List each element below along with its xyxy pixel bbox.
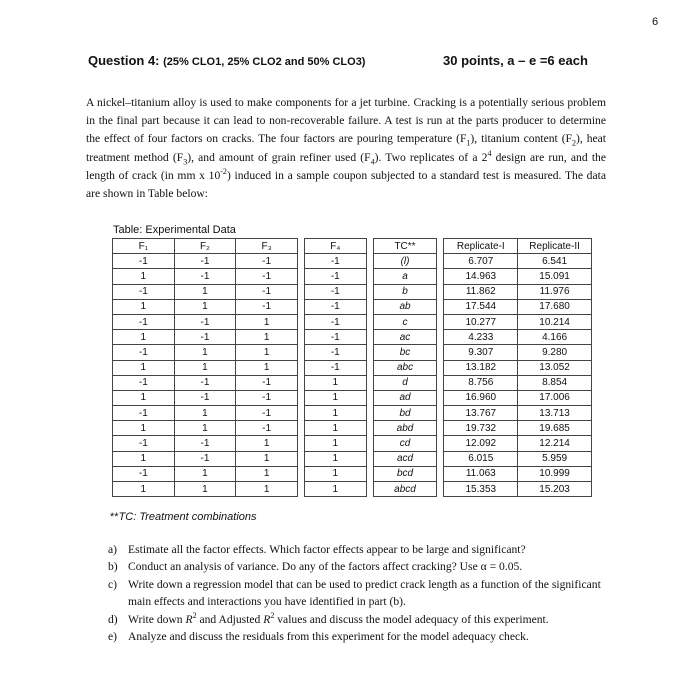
cell-f4: 1 [304, 451, 366, 466]
column-gap [366, 436, 373, 451]
cell-treatment: bc [373, 345, 437, 360]
cell-replicate-2: 10.999 [518, 466, 592, 481]
column-gap [366, 466, 373, 481]
column-gap [437, 314, 444, 329]
column-gap [437, 406, 444, 421]
cell-f1: -1 [113, 345, 175, 360]
column-gap [437, 375, 444, 390]
cell-f4: -1 [304, 345, 366, 360]
cell-f2: -1 [174, 330, 236, 345]
cell-f4: -1 [304, 299, 366, 314]
cell-f1: 1 [113, 330, 175, 345]
cell-treatment: b [373, 284, 437, 299]
cell-replicate-1: 11.063 [444, 466, 518, 481]
header-f1: F₁ [113, 239, 175, 254]
cell-f3: 1 [236, 451, 298, 466]
column-gap [366, 451, 373, 466]
table-row [113, 466, 592, 481]
cell-f2: 1 [174, 345, 236, 360]
cell-f3: -1 [236, 284, 298, 299]
column-gap [366, 299, 373, 314]
part-d: d) Write down $R^2$ and Adjusted $R^2$ values and discuss the model adequacy of this experiment. [108, 610, 549, 626]
column-gap [297, 466, 304, 481]
cell-f2: 1 [174, 421, 236, 436]
column-gap [437, 330, 444, 345]
cell-f4: 1 [304, 436, 366, 451]
part-c: c) Write down a regression model that can be used to predict crack length as a function of the significant main effects and interactions you have identified in part (b). [108, 577, 601, 609]
column-gap [297, 314, 304, 329]
cell-replicate-2: 11.976 [518, 284, 592, 299]
cell-treatment: cd [373, 436, 437, 451]
cell-replicate-1: 17.544 [444, 299, 518, 314]
cell-treatment: abcd [373, 482, 437, 497]
cell-treatment: acd [373, 451, 437, 466]
table-row [113, 436, 592, 451]
table-row [113, 314, 592, 329]
column-gap [366, 284, 373, 299]
table-row [113, 375, 592, 390]
column-gap [437, 390, 444, 405]
table-header-row [113, 239, 592, 254]
part-e: e) Analyze and discuss the residuals from this experiment for the model adequacy check. [108, 630, 529, 644]
cell-replicate-2: 9.280 [518, 345, 592, 360]
column-gap [297, 482, 304, 497]
cell-f1: -1 [113, 406, 175, 421]
cell-replicate-2: 19.685 [518, 421, 592, 436]
column-gap [437, 254, 444, 269]
column-gap [366, 375, 373, 390]
cell-f3: 1 [236, 466, 298, 481]
header-tc: TC** [373, 239, 437, 254]
column-gap [437, 451, 444, 466]
cell-f2: -1 [174, 451, 236, 466]
cell-f2: 1 [174, 299, 236, 314]
column-gap [437, 239, 444, 254]
cell-f3: 1 [236, 436, 298, 451]
column-gap [437, 421, 444, 436]
cell-treatment: ab [373, 299, 437, 314]
cell-treatment: a [373, 269, 437, 284]
cell-replicate-1: 6.707 [444, 254, 518, 269]
part-b: b) Conduct an analysis of variance. Do any of the factors affect cracking? Use α = 0.05. [108, 560, 523, 574]
cell-f3: 1 [236, 330, 298, 345]
cell-treatment: bcd [373, 466, 437, 481]
cell-f4: 1 [304, 482, 366, 497]
column-gap [366, 330, 373, 345]
cell-f2: -1 [174, 269, 236, 284]
question-title [88, 53, 365, 68]
question-points: 30 points, a – e =6 each [443, 53, 588, 68]
cell-replicate-1: 13.767 [444, 406, 518, 421]
cell-replicate-1: 16.960 [444, 390, 518, 405]
cell-replicate-1: 14.963 [444, 269, 518, 284]
column-gap [366, 360, 373, 375]
table-row [113, 421, 592, 436]
cell-f1: -1 [113, 254, 175, 269]
cell-f4: -1 [304, 269, 366, 284]
cell-f2: 1 [174, 360, 236, 375]
cell-f3: -1 [236, 390, 298, 405]
experimental-data-table [112, 238, 592, 497]
cell-f3: -1 [236, 254, 298, 269]
cell-f1: 1 [113, 421, 175, 436]
column-gap [297, 284, 304, 299]
column-gap [297, 345, 304, 360]
cell-replicate-1: 4.233 [444, 330, 518, 345]
cell-f2: 1 [174, 466, 236, 481]
cell-treatment: c [373, 314, 437, 329]
cell-f3: -1 [236, 406, 298, 421]
cell-f2: 1 [174, 406, 236, 421]
cell-replicate-1: 6.015 [444, 451, 518, 466]
column-gap [297, 299, 304, 314]
table-row [113, 482, 592, 497]
cell-f3: -1 [236, 299, 298, 314]
cell-replicate-1: 13.182 [444, 360, 518, 375]
cell-f4: 1 [304, 421, 366, 436]
column-gap [366, 239, 373, 254]
column-gap [366, 254, 373, 269]
cell-f1: -1 [113, 314, 175, 329]
cell-f4: -1 [304, 314, 366, 329]
column-gap [437, 436, 444, 451]
cell-f2: 1 [174, 482, 236, 497]
column-gap [366, 421, 373, 436]
table-row [113, 299, 592, 314]
cell-f2: -1 [174, 390, 236, 405]
table-caption: Table: Experimental Data [113, 224, 236, 236]
table-row [113, 330, 592, 345]
column-gap [437, 482, 444, 497]
cell-f1: 1 [113, 269, 175, 284]
table-row [113, 254, 592, 269]
column-gap [437, 360, 444, 375]
cell-replicate-2: 10.214 [518, 314, 592, 329]
column-gap [366, 482, 373, 497]
problem-statement: A nickel–titanium alloy is used to make components for a jet turbine. Cracking is a potentially serious problem in the final part because it can lead to non-recoverable failure. A test is run at the parts producer to determine the effect of four factors on cracks. The four factors are pouring temperature $(F_1)$, titanium content $(F_2)$, heat treatment method $(F_3)$, and amount of grain refiner used $(F_4)$. Two replicates of a $2^4$ design are run, and the length of crack (in mm x $10^{-2}$) induced in a sample coupon subjected to a standard test is measured. The data are shown in Table below: [86, 96, 607, 201]
column-gap [437, 466, 444, 481]
cell-f3: 1 [236, 482, 298, 497]
column-gap [297, 436, 304, 451]
cell-replicate-2: 4.166 [518, 330, 592, 345]
page-number: 6 [652, 16, 659, 28]
column-gap [437, 269, 444, 284]
cell-f2: -1 [174, 254, 236, 269]
cell-treatment: ac [373, 330, 437, 345]
cell-replicate-1: 9.307 [444, 345, 518, 360]
cell-f3: -1 [236, 375, 298, 390]
cell-f4: 1 [304, 390, 366, 405]
table-row [113, 451, 592, 466]
cell-replicate-2: 15.203 [518, 482, 592, 497]
cell-treatment: abc [373, 360, 437, 375]
table-footnote: **TC: Treatment combinations [110, 511, 257, 523]
cell-replicate-1: 19.732 [444, 421, 518, 436]
cell-f4: 1 [304, 406, 366, 421]
cell-f2: -1 [174, 436, 236, 451]
part-a: a) Estimate all the factor effects. Which factor effects appear to be large and significant? [108, 543, 526, 556]
table-row [113, 390, 592, 405]
cell-replicate-1: 12.092 [444, 436, 518, 451]
cell-treatment: ad [373, 390, 437, 405]
question-number: Question 4: [88, 53, 160, 68]
cell-f1: -1 [113, 284, 175, 299]
cell-replicate-2: 15.091 [518, 269, 592, 284]
column-gap [366, 406, 373, 421]
cell-treatment: d [373, 375, 437, 390]
cell-replicate-2: 17.006 [518, 390, 592, 405]
cell-f1: -1 [113, 375, 175, 390]
cell-f2: -1 [174, 375, 236, 390]
cell-treatment: abd [373, 421, 437, 436]
column-gap [366, 390, 373, 405]
header-replicate-1: Replicate-I [444, 239, 518, 254]
header-f4: F₄ [304, 239, 366, 254]
column-gap [366, 314, 373, 329]
cell-f4: -1 [304, 330, 366, 345]
cell-f1: 1 [113, 390, 175, 405]
cell-replicate-2: 8.854 [518, 375, 592, 390]
column-gap [297, 239, 304, 254]
cell-f2: -1 [174, 314, 236, 329]
table-row [113, 345, 592, 360]
cell-replicate-2: 17.680 [518, 299, 592, 314]
cell-f4: -1 [304, 284, 366, 299]
cell-f1: 1 [113, 451, 175, 466]
cell-f3: 1 [236, 314, 298, 329]
table-row [113, 406, 592, 421]
cell-f3: -1 [236, 421, 298, 436]
cell-f1: 1 [113, 299, 175, 314]
column-gap [366, 269, 373, 284]
column-gap [437, 345, 444, 360]
cell-replicate-2: 13.713 [518, 406, 592, 421]
cell-f3: 1 [236, 345, 298, 360]
question-parts [108, 541, 604, 645]
cell-replicate-1: 8.756 [444, 375, 518, 390]
cell-f4: -1 [304, 360, 366, 375]
column-gap [297, 421, 304, 436]
cell-f1: -1 [113, 466, 175, 481]
cell-f4: 1 [304, 375, 366, 390]
header-f3: F₃ [236, 239, 298, 254]
table-row [113, 269, 592, 284]
column-gap [297, 269, 304, 284]
cell-treatment: (l) [373, 254, 437, 269]
column-gap [297, 375, 304, 390]
column-gap [297, 360, 304, 375]
column-gap [297, 330, 304, 345]
question-clos: (25% CLO1, 25% CLO2 and 50% CLO3) [163, 56, 366, 68]
cell-replicate-2: 12.214 [518, 436, 592, 451]
column-gap [297, 254, 304, 269]
cell-treatment: bd [373, 406, 437, 421]
column-gap [297, 406, 304, 421]
cell-f1: 1 [113, 360, 175, 375]
header-replicate-2: Replicate-II [518, 239, 592, 254]
cell-replicate-1: 11.862 [444, 284, 518, 299]
header-f2: F₂ [174, 239, 236, 254]
cell-replicate-2: 5.959 [518, 451, 592, 466]
cell-replicate-1: 10.277 [444, 314, 518, 329]
cell-f2: 1 [174, 284, 236, 299]
table-row [113, 284, 592, 299]
column-gap [297, 390, 304, 405]
cell-replicate-1: 15.353 [444, 482, 518, 497]
column-gap [437, 284, 444, 299]
cell-f3: 1 [236, 360, 298, 375]
cell-f1: -1 [113, 436, 175, 451]
column-gap [297, 451, 304, 466]
column-gap [437, 299, 444, 314]
cell-f1: 1 [113, 482, 175, 497]
column-gap [366, 345, 373, 360]
cell-f4: -1 [304, 254, 366, 269]
cell-f4: 1 [304, 466, 366, 481]
table-row [113, 360, 592, 375]
cell-replicate-2: 6.541 [518, 254, 592, 269]
cell-replicate-2: 13.052 [518, 360, 592, 375]
cell-f3: -1 [236, 269, 298, 284]
